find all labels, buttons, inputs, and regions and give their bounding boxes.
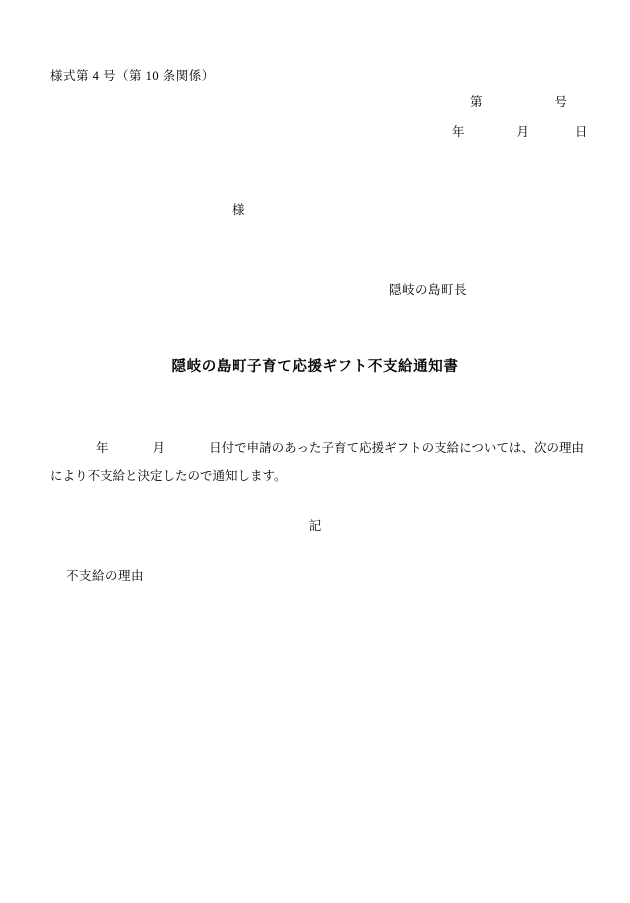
form-number: 様式第 4 号（第 10 条関係） bbox=[50, 69, 215, 83]
body-date-year: 年 bbox=[96, 441, 109, 455]
body-text: 日付で申請のあった子育て応援ギフトの支給については、次の理由により不支給と決定したので通知します。 bbox=[50, 441, 584, 483]
reason-label: 不支給の理由 bbox=[66, 569, 145, 583]
page-title: 隠岐の島町子育て応援ギフト不支給通知書 bbox=[171, 359, 459, 375]
body-paragraph bbox=[50, 434, 584, 490]
document-number-suffix: 号 bbox=[554, 95, 568, 109]
document-date-line bbox=[452, 122, 588, 140]
date-day-label: 日 bbox=[575, 125, 588, 139]
ki-mark: 記 bbox=[308, 519, 322, 533]
body-date-month: 月 bbox=[152, 441, 166, 455]
document-number-prefix: 第 bbox=[470, 95, 483, 109]
date-month-label: 月 bbox=[516, 125, 530, 139]
date-year-label: 年 bbox=[452, 125, 465, 139]
addressee-honorific: 様 bbox=[232, 203, 245, 217]
issuer-name: 隠岐の島町長 bbox=[389, 283, 468, 297]
document-number-line bbox=[470, 92, 567, 110]
